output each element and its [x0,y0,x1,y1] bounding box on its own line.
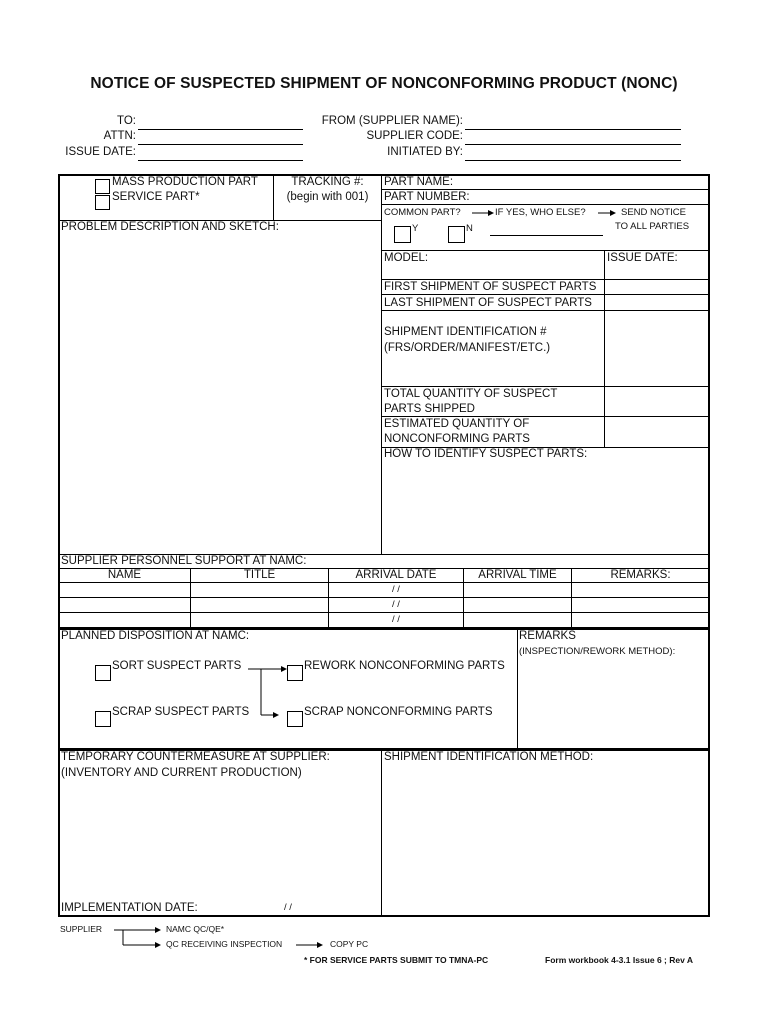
planned-disposition-heading: PLANNED DISPOSITION AT NAMC: [61,630,250,642]
remarks-label: REMARKS [519,630,576,642]
part-number-label: PART NUMBER: [384,191,470,203]
from-label: FROM (SUPPLIER NAME): [321,115,463,127]
shipment-id-note: (FRS/ORDER/MANIFEST/ETC.) [384,342,551,354]
shipment-method-heading: SHIPMENT IDENTIFICATION METHOD: [384,751,594,763]
total-quantity-label: TOTAL QUANTITY OF SUSPECT [384,388,558,400]
common-part-label: COMMON PART? [384,207,461,218]
service-part-checkbox[interactable] [95,195,110,210]
scrap-suspect-checkbox[interactable] [95,711,111,727]
temp-countermeasure-heading: TEMPORARY COUNTERMEASURE AT SUPPLIER: [61,751,330,763]
last-shipment-label: LAST SHIPMENT OF SUSPECT PARTS [384,297,592,309]
footer-namc: NAMC QC/QE* [166,924,225,934]
column-name: NAME [107,569,142,581]
scrap-nonconforming-label: SCRAP NONCONFORMING PARTS [304,706,493,718]
scrap-suspect-label: SCRAP SUSPECT PARTS [112,706,250,718]
form-title: NOTICE OF SUSPECTED SHIPMENT OF NONCONFORMING PRODUCT (NONC) [90,75,678,92]
arrival-date-row-1[interactable]: / / [392,584,400,595]
issue-date-cell-label: ISSUE DATE: [607,252,678,264]
routing-arrow-icon [114,925,164,951]
part-name-label: PART NAME: [384,176,454,188]
shipment-id-label: SHIPMENT IDENTIFICATION # [384,326,547,338]
to-label: TO: [117,115,136,127]
who-else-field[interactable] [490,235,603,236]
first-shipment-label: FIRST SHIPMENT OF SUSPECT PARTS [384,281,597,293]
to-field[interactable] [138,129,303,130]
to-all-parties-label: TO ALL PARTIES [615,221,690,232]
common-part-no-checkbox[interactable] [448,226,465,243]
problem-description-label: PROBLEM DESCRIPTION AND SKETCH: [61,221,279,233]
initiated-by-label: INITIATED BY: [387,146,463,158]
estimated-quantity-label: ESTIMATED QUANTITY OF [384,418,530,430]
from-field[interactable] [465,129,681,130]
arrow-right-icon [472,209,494,217]
initiated-by-field[interactable] [465,160,681,161]
yes-label: Y [412,223,419,234]
footer-form-id: Form workbook 4-3.1 Issue 6 ; Rev A [545,955,694,965]
remarks-note: (INSPECTION/REWORK METHOD): [519,646,676,657]
footer-supplier: SUPPLIER [60,924,103,934]
rework-label: REWORK NONCONFORMING PARTS [304,660,505,672]
issue-date-label: ISSUE DATE: [65,146,136,158]
disposition-arrow-icon [248,662,288,722]
sort-suspect-checkbox[interactable] [95,665,111,681]
mass-production-label: MASS PRODUCTION PART [112,176,258,188]
temp-countermeasure-note: (INVENTORY AND CURRENT PRODUCTION) [61,767,302,779]
model-label: MODEL: [384,252,429,264]
column-arrival-time: ARRIVAL TIME [478,569,557,581]
arrival-date-row-3[interactable]: / / [392,614,400,625]
estimated-quantity-label-2: NONCONFORMING PARTS [384,433,530,445]
issue-date-field[interactable] [138,160,303,161]
attn-label: ATTN: [103,130,136,142]
column-title: TITLE [243,569,276,581]
footer-qc-receiving: QC RECEIVING INSPECTION [166,939,283,949]
if-yes-label: IF YES, WHO ELSE? [495,207,586,218]
supplier-code-label: SUPPLIER CODE: [366,130,463,142]
footer-service-note: * FOR SERVICE PARTS SUBMIT TO TMNA-PC [304,955,489,965]
implementation-date-field[interactable]: / / [284,902,292,913]
column-remarks: REMARKS: [610,569,671,581]
tracking-note: (begin with 001) [286,191,369,203]
scrap-nonconforming-checkbox[interactable] [287,711,303,727]
service-part-label: SERVICE PART* [112,191,200,203]
rework-checkbox[interactable] [287,665,303,681]
arrow-right-icon [598,209,616,217]
sort-suspect-label: SORT SUSPECT PARTS [112,660,242,672]
tracking-label: TRACKING #: [291,176,364,188]
mass-production-checkbox[interactable] [95,179,110,194]
arrow-right-icon [296,941,326,949]
column-arrival-date: ARRIVAL DATE [355,569,437,581]
supplier-code-field[interactable] [465,144,681,145]
no-label: N [466,223,473,234]
footer-copy-pc: COPY PC [330,939,369,949]
total-quantity-label-2: PARTS SHIPPED [384,403,475,415]
implementation-date-label: IMPLEMENTATION DATE: [61,902,198,914]
arrival-date-row-2[interactable]: / / [392,599,400,610]
how-to-identify-label: HOW TO IDENTIFY SUSPECT PARTS: [384,448,588,460]
supplier-support-heading: SUPPLIER PERSONNEL SUPPORT AT NAMC: [61,555,307,567]
common-part-yes-checkbox[interactable] [394,226,411,243]
send-notice-label: SEND NOTICE [621,207,686,218]
attn-field[interactable] [138,144,303,145]
